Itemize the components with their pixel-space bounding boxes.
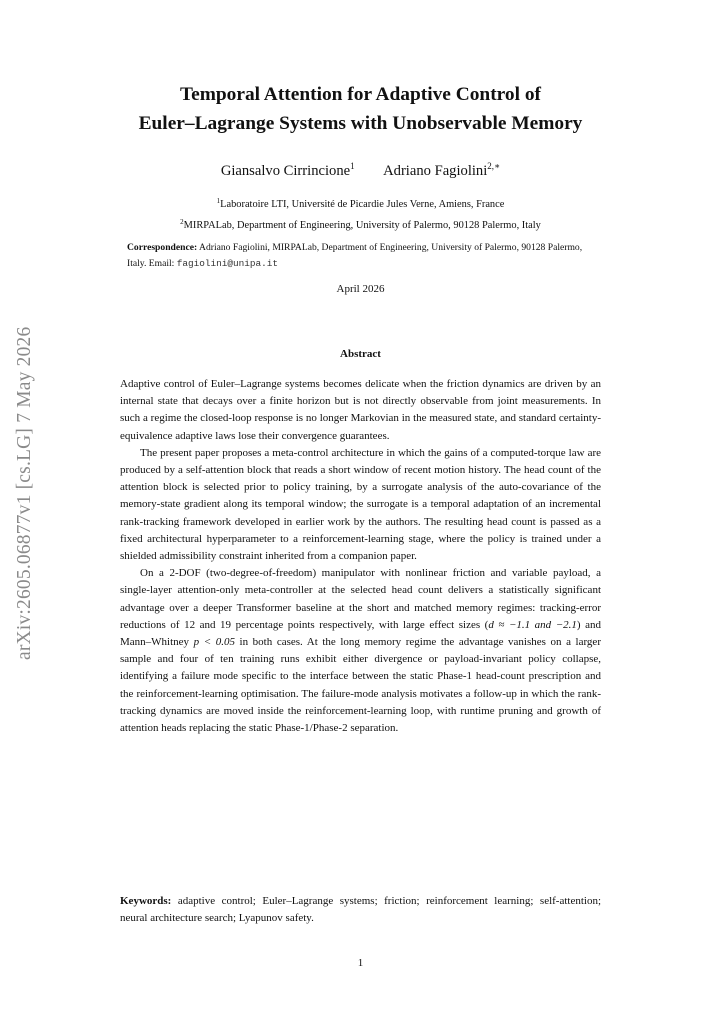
paper-title bbox=[100, 80, 621, 138]
publication-date: April 2026 bbox=[336, 283, 385, 295]
author-2: Adriano Fagiolini bbox=[383, 163, 488, 179]
abstract-body bbox=[120, 376, 601, 737]
affiliation-2 bbox=[100, 218, 621, 231]
author-list bbox=[100, 161, 621, 180]
abstract-p3-part-b: ) and Mann–Whitney bbox=[120, 618, 601, 649]
arxiv-identifier: arXiv:2605.06877v1 [cs.LG] 7 May 2026 bbox=[14, 326, 35, 660]
abstract-paragraph-1: Adaptive control of Euler–Lagrange systems becomes delicate when the friction dynamics are driven by an internal state that decays over a finite horizon but is not directly observable from joint measurements. In such a regime the closed-loop response is no longer Markovian in the measured state, and standard certainty-equivalence adaptive laws lose their convergence guarantees. bbox=[120, 378, 601, 442]
correspondence-label: Correspondence: bbox=[127, 242, 198, 253]
page-number: 1 bbox=[357, 957, 364, 969]
abstract-heading: Abstract bbox=[340, 348, 381, 360]
title-line-2: Euler–Lagrange Systems with Unobservable Memory bbox=[138, 113, 583, 134]
affiliation-1-mark: 1 bbox=[216, 197, 221, 205]
abstract-p3-part-c: in both cases. At the long memory regime the advantage vanishes on a larger sample and four of ten training runs exhibit either divergence or payload-invariant policy collapse, identifying a failure mode specific to the interface between the static Phase-1 head-count prescription and the reinforcement-learning optimisation. The failure-mode analysis motivates a follow-up in which the rank-tracking dynamics are moved inside the reinforcement-learning loop, with runtime pruning and growth of attention heads replacing the static Phase-1/Phase-2 separation. bbox=[120, 636, 601, 735]
abstract-paragraph-2: The present paper proposes a meta-control architecture in which the gains of a computed-torque law are produced by a self-attention block that reads a short window of recent motion history. The head count of the attention block is selected prior to policy training, by a surrogate analysis of the auto-covariance of the memory-state gradient along its temporal window; the surrogate is a temporal adaptation of an incremental rank-tracking framework developed in earlier work by the authors. The resulting head count is passed as a fixed architectural hyperparameter to a reinforcement-learning stage, where the policy is trained under a shielded admissibility constraint inherited from a companion paper. bbox=[120, 446, 601, 563]
correspondence-text: Adriano Fagiolini, MIRPALab, Department of Engineering, University of Palermo, 90128 Palermo, Italy. Email: bbox=[127, 242, 583, 269]
keywords-label: Keywords: bbox=[120, 895, 172, 907]
affiliation-1 bbox=[100, 197, 621, 210]
affiliation-1-text: Laboratoire LTI, Université de Picardie Jules Verne, Amiens, France bbox=[220, 199, 505, 210]
p-value-math: p < 0.05 bbox=[193, 636, 235, 649]
correspondence bbox=[127, 240, 597, 272]
author-1-affiliation-mark: 1 bbox=[350, 161, 355, 171]
author-1: Giansalvo Cirrincione bbox=[220, 163, 351, 179]
correspondence-email[interactable]: fagiolini@unipa.it bbox=[176, 258, 279, 269]
effect-size-math: d ≈ −1.1 and −2.1 bbox=[488, 618, 577, 631]
keywords-text: adaptive control; Euler–Lagrange systems; friction; reinforcement learning; self-attention; neural architecture search; Lyapunov safety. bbox=[120, 895, 602, 925]
abstract-paragraph-3 bbox=[120, 565, 601, 737]
abstract-p3-part-a: On a 2-DOF (two-degree-of-freedom) manipulator with nonlinear friction and variable payload, a single-layer attention-only meta-controller at the selected head count delivers a statistically significant advantage over a deeper Transformer baseline at the short and matched memory regimes: tracking-error reductions of 12 and 19 percentage points respectively, with large effect sizes ( bbox=[120, 567, 601, 631]
author-2-affiliation-mark: 2,∗ bbox=[487, 161, 501, 171]
affiliation-2-mark: 2 bbox=[180, 218, 184, 226]
affiliation-2-text: MIRPALab, Department of Engineering, University of Palermo, 90128 Palermo, Italy bbox=[183, 220, 541, 231]
title-line-1: Temporal Attention for Adaptive Control of bbox=[179, 84, 542, 105]
keywords bbox=[120, 893, 601, 927]
